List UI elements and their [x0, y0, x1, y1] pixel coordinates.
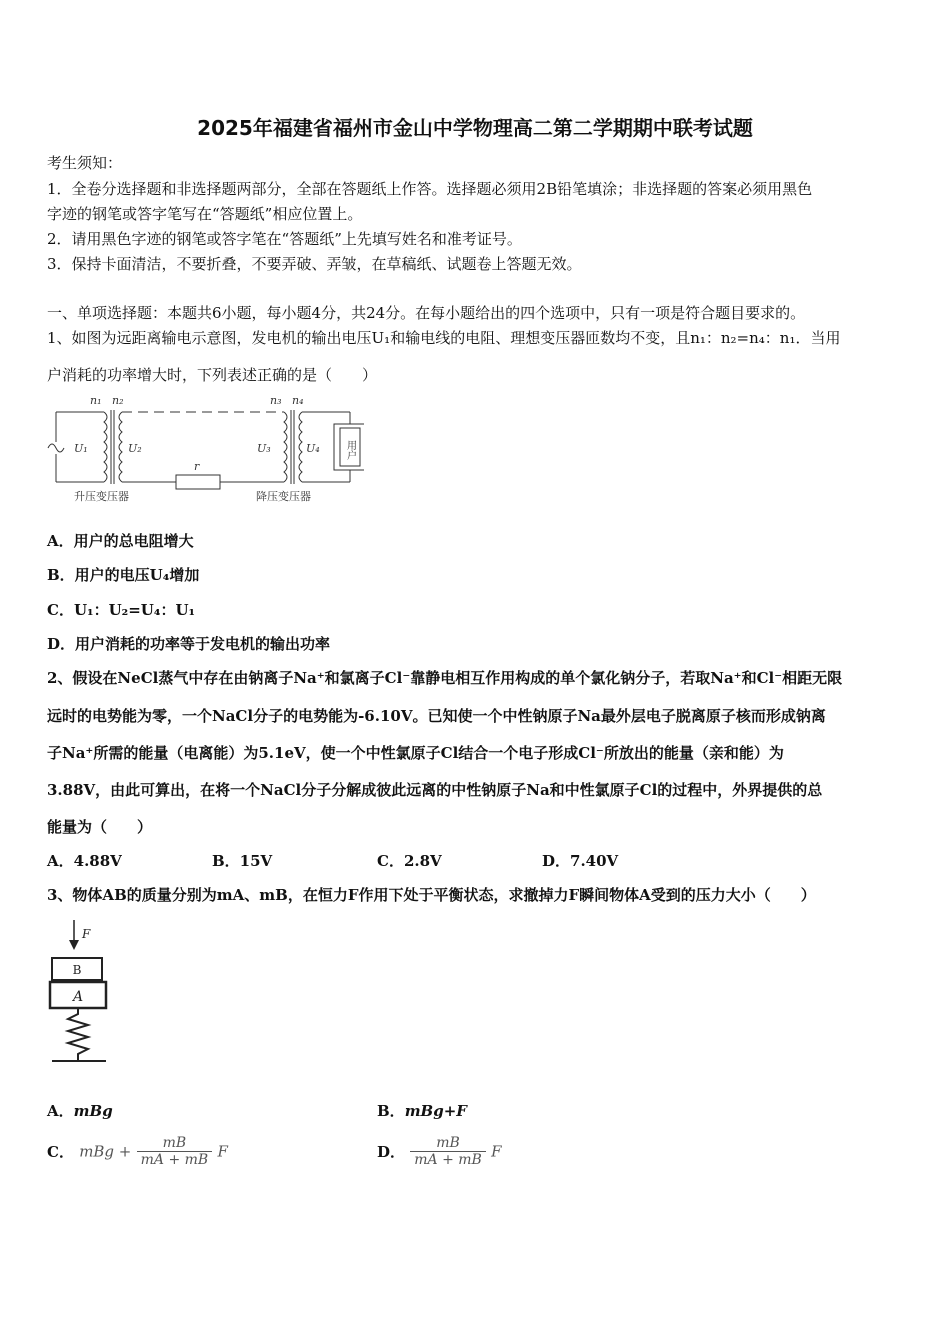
d-fraction: $\frac{mB}{mA + mB}$	[410, 1135, 486, 1168]
label-n4: n₄	[292, 394, 304, 407]
q1-option-d[interactable]: D．用户消耗的功率等于发电机的输出功率	[47, 635, 331, 653]
caption-step-down: 降压变压器	[256, 490, 311, 503]
label-n2: n₂	[112, 394, 124, 407]
c-fraction: $\frac{mB}{mA + mB}$	[137, 1135, 213, 1168]
q2-stem: 子Na⁺所需的能量（电离能）为5.1eV，使一个中性氯原子Cl结合一个电子形成Cl⁻所放出的能量（亲和能）为	[47, 744, 784, 762]
q3-option-b[interactable]: B．mBg+F	[377, 1102, 467, 1120]
notice-item: 字迹的钢笔或答字笔写在“答题纸”相应位置上。	[47, 205, 363, 223]
section-heading: 一、单项选择题：本题共6小题，每小题4分，共24分。在每小题给出的四个选项中，只有一项是符合题目要求的。	[47, 304, 806, 322]
q1-option-b[interactable]: B．用户的电压U₄增加	[47, 566, 200, 584]
label-n3: n₃	[270, 394, 282, 407]
notice-heading: 考生须知：	[47, 154, 123, 172]
page-title: 2025年福建省福州市金山中学物理高二第二学期期中联考试题	[197, 116, 753, 140]
q2-stem: 远时的电势能为零，一个NaCl分子的电势能为-6.10V。已知使一个中性钠原子Na最外层电子脱离原子核而形成钠离	[47, 707, 826, 725]
notice-item: 3．保持卡面清洁，不要折叠，不要弄破、弄皱，在草稿纸、试题卷上答题无效。	[47, 255, 582, 273]
label-u3: U₃	[257, 442, 271, 455]
label-u1: U₁	[74, 442, 88, 455]
force-arrow-icon	[69, 940, 79, 950]
q3-option-d[interactable]: D． $\frac{mB}{mA + mB}$ F	[377, 1135, 502, 1168]
caption-step-up: 升压变压器	[74, 490, 129, 503]
notice-item: 1．全卷分选择题和非选择题两部分，全部在答题纸上作答。选择题必须用2B铅笔填涂；非选择题的答案必须用黑色	[47, 180, 813, 198]
label-r: r	[194, 460, 200, 473]
q3-option-a[interactable]: A．mBg	[47, 1102, 113, 1120]
label-user: 用户	[344, 440, 356, 460]
ac-source-icon	[48, 444, 64, 452]
q1-transmission-diagram	[44, 390, 364, 505]
q3-stem: 3、物体AB的质量分别为mA、mB，在恒力F作用下处于平衡状态，求撤掉力F瞬间物体A受到的压力大小（ ）	[47, 886, 816, 904]
q1-option-c[interactable]: C．U₁：U₂=U₄：U₁	[47, 601, 196, 619]
label-u4: U₄	[306, 442, 320, 455]
q2-option-a[interactable]: A．4.88V	[47, 852, 122, 870]
q3-option-c[interactable]: C． mBg + $\frac{mB}{mA + mB}$ F	[47, 1135, 228, 1168]
notice-item: 2．请用黑色字迹的钢笔或答字笔在“答题纸”上先填写姓名和准考证号。	[47, 230, 522, 248]
q2-stem: 能量为（ ）	[47, 818, 153, 836]
q2-option-d[interactable]: D．7.40V	[542, 852, 619, 870]
label-u2: U₂	[128, 442, 142, 455]
q2-option-b[interactable]: B．15V	[212, 852, 273, 870]
resistor-r	[176, 475, 220, 489]
q1-stem: 户消耗的功率增大时，下列表述正确的是（ ）	[47, 366, 378, 384]
q1-option-a[interactable]: A．用户的总电阻增大	[47, 532, 194, 550]
spring	[68, 1008, 88, 1060]
q2-option-c[interactable]: C．2.8V	[377, 852, 442, 870]
q3-spring-blocks-diagram	[44, 918, 124, 1066]
c-prefix: mBg +	[79, 1142, 132, 1161]
label-n1: n₁	[90, 394, 102, 407]
q2-stem: 2、假设在NeCl蒸气中存在由钠离子Na⁺和氯离子Cl⁻靠静电相互作用构成的单个氯化钠分子，若取Na⁺和Cl⁻相距无限	[47, 669, 843, 687]
label-block-a: A	[72, 989, 84, 1005]
label-block-b: B	[72, 963, 82, 977]
q2-stem: 3.88V，由此可算出，在将一个NaCl分子分解成彼此远离的中性钠原子Na和中性氯原子Cl的过程中，外界提供的总	[47, 781, 823, 799]
q1-stem: 1、如图为远距离输电示意图，发电机的输出电压U₁和输电线的电阻、理想变压器匝数均不变，且n₁：n₂=n₄：n₁．当用	[47, 329, 841, 347]
label-force: F	[82, 927, 91, 941]
